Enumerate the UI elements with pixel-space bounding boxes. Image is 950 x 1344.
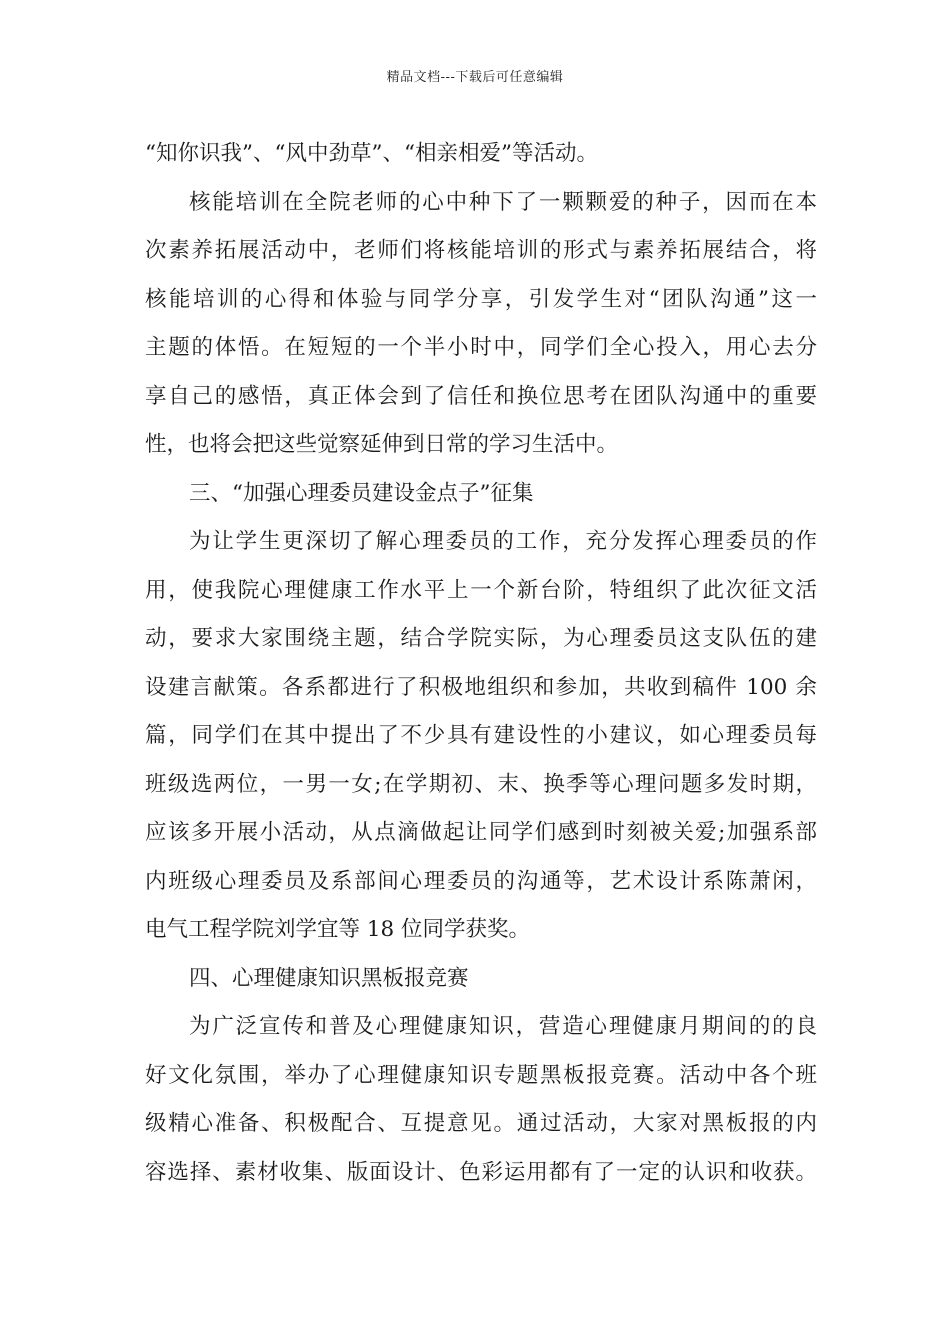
text-line: 内班级心理委员及系部间心理委员的沟通等，艺术设计系陈萧闲， [145, 868, 817, 894]
text-line: 享自己的感悟，真正体会到了信任和换位思考在团队沟通中的重要 [145, 383, 817, 409]
text-line: 篇，同学们在其中提出了不少具有建设性的小建议，如心理委员每 [145, 723, 817, 748]
text-line: 核能培训的心得和体验与同学分享，引发学生对“团队沟通”这一 [145, 286, 817, 312]
text-line: 主题的体悟。在短短的一个半小时中，同学们全心投入，用心去分 [145, 335, 817, 360]
text-line: 性，也将会把这些觉察延伸到日常的学习生活中。 [145, 432, 619, 457]
text-line: 动，要求大家围绕主题，结合学院实际，为心理委员这支队伍的建 [145, 626, 817, 651]
text-line: 为广泛宣传和普及心理健康知识，营造心理健康月期间的的良 [189, 1014, 817, 1039]
text-line: 应该多开展小活动，从点滴做起让同学们感到时刻被关爱;加强系部 [145, 820, 817, 845]
text-line: 为让学生更深切了解心理委员的工作，充分发挥心理委员的作 [189, 529, 817, 554]
text-line: 设建言献策。各系都进行了积极地组织和参加，共收到稿件 100 余 [145, 674, 817, 700]
text-line: 次素养拓展活动中，老师们将核能培训的形式与素养拓展结合，将 [145, 238, 817, 263]
text-line: 核能培训在全院老师的心中种下了一颗颗爱的种子，因而在本 [189, 189, 817, 215]
text-line: 好文化氛围，举办了心理健康知识专题黑板报竞赛。活动中各个班 [145, 1062, 817, 1088]
text-line: 电气工程学院刘学宜等 18 位同学获奖。 [145, 917, 531, 942]
document-body [145, 130, 817, 1197]
text-line: “知你识我”、“风中劲草”、“相亲相爱”等活动。 [145, 141, 598, 166]
text-line: 四、心理健康知识黑板报竞赛 [189, 965, 469, 991]
text-line: 用，使我院心理健康工作水平上一个新台阶，特组织了此次征文活 [145, 577, 817, 603]
text-line: 容选择、素材收集、版面设计、色彩运用都有了一定的认识和收获。 [145, 1159, 817, 1185]
text-line: 班级选两位，一男一女;在学期初、末、换季等心理问题多发时期， [145, 771, 817, 797]
page-header: 精品文档---下载后可任意编辑 [386, 70, 564, 85]
text-line: 三、“加强心理委员建设金点子”征集 [189, 480, 534, 506]
text-line: 级精心准备、积极配合、互提意见。通过活动，大家对黑板报的内 [145, 1111, 817, 1136]
